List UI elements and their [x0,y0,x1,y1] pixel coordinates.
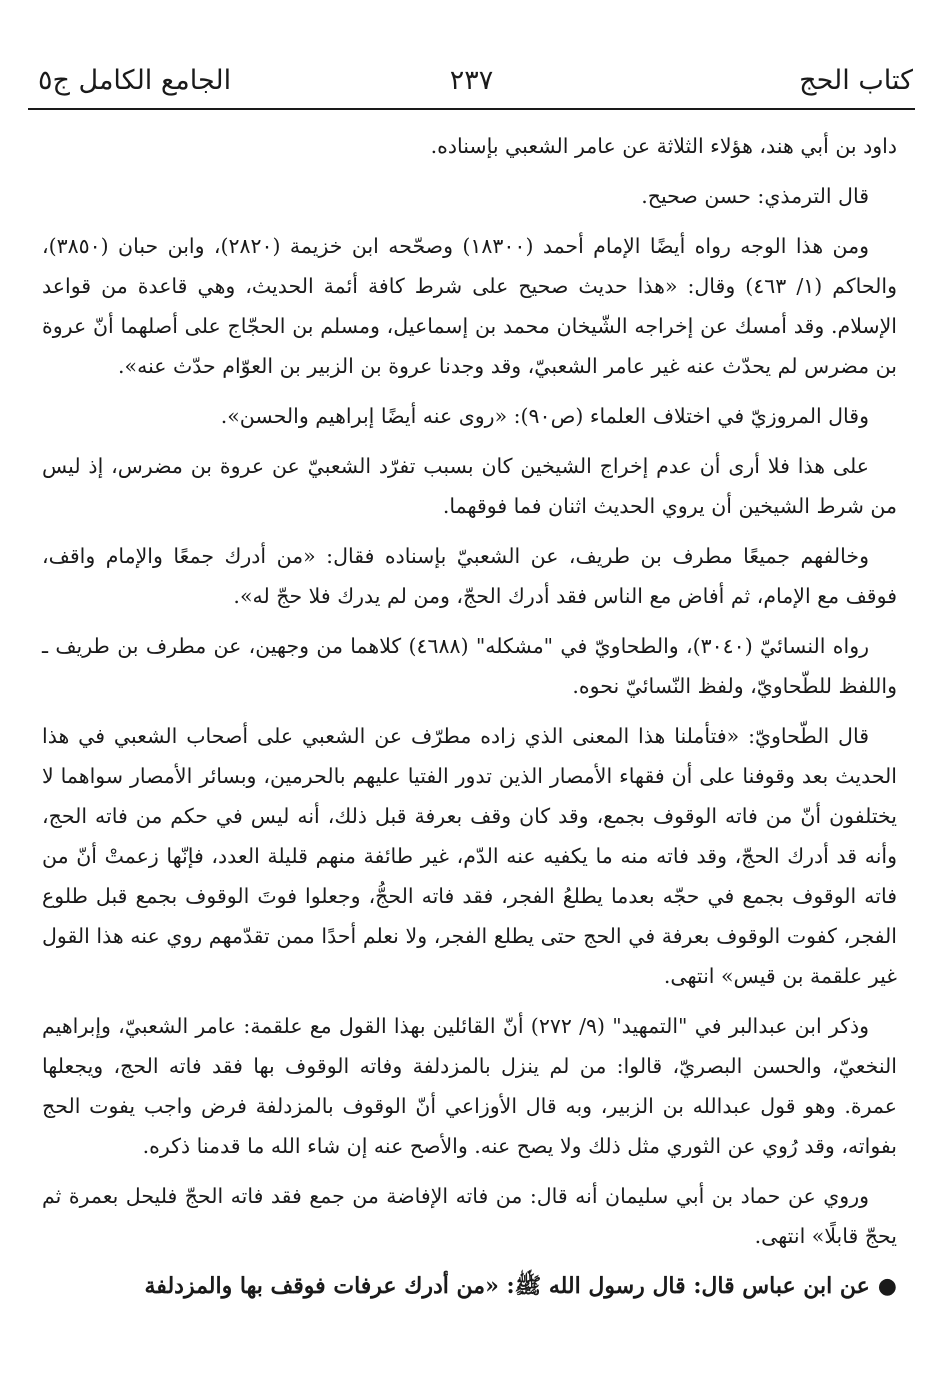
paragraph: داود بن أبي هند، هؤلاء الثلاثة عن عامر الشعبي بإسناده. [430,134,897,158]
paragraph: وذكر ابن عبدالبر في "التمهيد" (٩/ ٢٧٢) أنّ القائلين بهذا القول مع علقمة: عامر الشعبيّ، وإبراهيم النخعيّ، والحسن البصريّ، قالوا: من لم ينزل بالمزدلفة وفاته الوقوف بها فقد فاته الحج، ويجعلها عمرة. وهو قول عبدالله بن الزبير، وبه قال الأوزاعي أنّ الوقوف بالمزدلفة فرض واجب يفوت الحج بفواته، وقد رُوي عن الثوري مثل ذلك ولا يصح عنه. والأصح عنه إن شاء الله ما قدمنا ذكره. [42,1014,897,1158]
header-rule [28,108,915,110]
header-book-title: كتاب الحج [799,65,913,96]
paragraph: على هذا فلا أرى أن عدم إخراج الشيخين كان بسبب تفرّد الشعبيّ عن عروة بن مضرس، إذ ليس من شرط الشيخين أن يروي الحديث اثنان فما فوقهما. [42,454,897,518]
header-volume-title: الجامع الكامل ج٥ [38,65,232,96]
paragraph: قال الترمذي: حسن صحيح. [641,184,869,208]
paragraph: وخالفهم جميعًا مطرف بن طريف، عن الشعبيّ بإسناده فقال: «من أدرك جمعًا والإمام واقف، فوقف مع الإمام، ثم أفاض مع الناس فقد أدرك الحجّ، ومن لم يدرك فلا حجّ له». [42,544,897,608]
paragraph: ومن هذا الوجه رواه أيضًا الإمام أحمد (١٨٣٠٠) وصحّحه ابن خزيمة (٢٨٢٠)، وابن حبان (٣٨٥٠)، والحاكم (١/ ٤٦٣) وقال: «هذا حديث صحيح على شرط كافة أئمة الحديث، وهي قاعدة من قواعد الإسلام. وقد أمسك عن إخراجه الشّيخان محمد بن إسماعيل، ومسلم بن الحجّاج على أصلهما أنّ عروة بن مضرس لم يحدّث عنه غير عامر الشعبيّ، وقد وجدنا عروة بن الزبير بن العوّام حدّث عنه». [42,234,897,378]
paragraph: وروي عن حماد بن أبي سليمان أنه قال: من فاته الإفاضة من جمع فقد فاته الحجّ فليحل بعمرة ثم يحجّ قابلًا» انتهى. [42,1184,897,1248]
hadith-line [42,1266,897,1306]
hadith-text: عن ابن عباس قال: قال رسول الله ﷺ: «من أدرك عرفات فوقف بها والمزدلفة [144,1273,870,1299]
page-number: ٢٣٧ [449,65,494,96]
paragraph: قال الطّحاويّ: «فتأملنا هذا المعنى الذي زاده مطرّف عن الشعبي على أصحاب الشعبي في هذا الحديث بعد وقوفنا على أن فقهاء الأمصار الذين تدور الفتيا عليهم بالحرمين، وبسائر الأمصار سواهما لا يختلفون أنّ من فاته الوقوف بجمع، وقد كان وقف بعرفة قبل ذلك، أنه ليس في حكم من فاته الحج، وأنه قد أدرك الحجّ، وقد فاته منه ما يكفيه عنه الدّم، غير طائفة منهم قليلة العدد، فإنّها زعمتْ أنّ من فاته الوقوف بجمع في حجّه بعدما يطلعُ الفجر، فقد فاته الحجُّ، وجعلوا فوتَ الوقوف بجمع قبل طلوع الفجر، كفوت الوقوف بعرفة في الحج حتى يطلع الفجر، ولا نعلم أحدًا ممن تقدّمهم روي عنه هذا القول غير علقمة بن قيس» انتهى. [42,724,897,988]
bullet-icon: ● [877,1273,897,1299]
page-body [42,126,897,1316]
page-header [30,58,913,104]
paragraph: وقال المروزيّ في اختلاف العلماء (ص٩٠): «روى عنه أيضًا إبراهيم والحسن». [220,404,869,428]
paragraph: رواه النسائيّ (٣٠٤٠)، والطحاويّ في "مشكله" (٤٦٨٨) كلاهما من وجهين، عن مطرف بن طريف ـ واللفظ للطّحاويّ، ولفظ النّسائيّ نحوه. [42,634,897,698]
